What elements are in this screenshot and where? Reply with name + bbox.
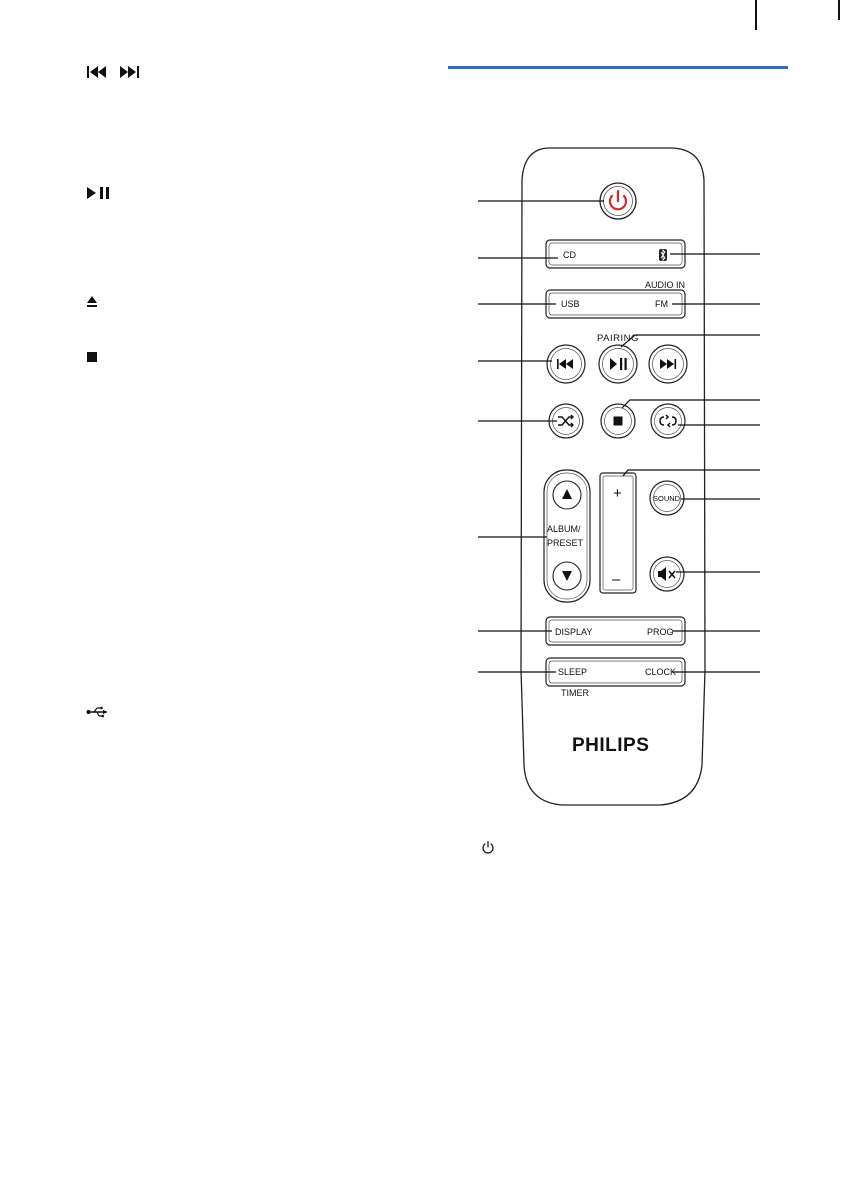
volume-up-button[interactable]: + (613, 485, 622, 502)
skip-previous-icon (86, 65, 108, 79)
power-icon (481, 840, 495, 854)
clock-button[interactable]: CLOCK (645, 667, 677, 677)
page-edge-mark-top (755, 0, 757, 30)
album-preset-label-line1: ALBUM/ (547, 524, 581, 534)
skip-icons (86, 65, 140, 79)
next-button[interactable] (649, 345, 687, 383)
fm-button[interactable]: FM (655, 299, 668, 309)
callout-line-stop (622, 400, 760, 408)
callout-line-volume (623, 470, 760, 476)
album-up-button[interactable] (553, 481, 581, 509)
previous-button[interactable] (547, 345, 585, 383)
repeat-button[interactable] (651, 404, 685, 438)
skip-next-icon (118, 65, 140, 79)
usb-icon-row (86, 706, 108, 718)
play-pause-icon-row (86, 186, 114, 200)
cd-button[interactable]: CD (563, 250, 576, 260)
prog-button[interactable]: PROG (647, 627, 674, 637)
mute-button[interactable] (650, 557, 684, 591)
remote-control-diagram (440, 140, 780, 820)
audio-in-label: AUDIO IN (645, 280, 686, 290)
power-button[interactable] (600, 183, 636, 219)
pairing-label: PAIRING (597, 333, 639, 344)
stop-icon (86, 351, 98, 363)
album-preset-label-line2: PRESET (547, 538, 584, 548)
stop-icon-row (86, 351, 98, 363)
sound-button[interactable]: SOUND (653, 494, 681, 503)
sleep-button[interactable]: SLEEP (558, 667, 588, 677)
stop-icon (614, 417, 623, 426)
album-down-button[interactable] (553, 562, 581, 590)
timer-label: TIMER (561, 688, 589, 698)
callout-line-play-pause (621, 335, 760, 347)
play-pause-button[interactable] (599, 345, 637, 383)
display-button[interactable]: DISPLAY (555, 627, 593, 637)
eject-icon (86, 295, 98, 309)
brand-logo: PHILIPS (572, 735, 650, 756)
eject-icon-row (86, 295, 98, 309)
volume-down-button[interactable]: – (612, 571, 621, 588)
bluetooth-icon[interactable] (659, 249, 667, 261)
play-pause-icon (86, 186, 114, 200)
section-rule (448, 66, 788, 69)
usb-icon (86, 706, 108, 718)
usb-button[interactable]: USB (561, 299, 580, 309)
stop-button[interactable] (601, 404, 635, 438)
page-edge-mark-bottom (838, 0, 840, 20)
